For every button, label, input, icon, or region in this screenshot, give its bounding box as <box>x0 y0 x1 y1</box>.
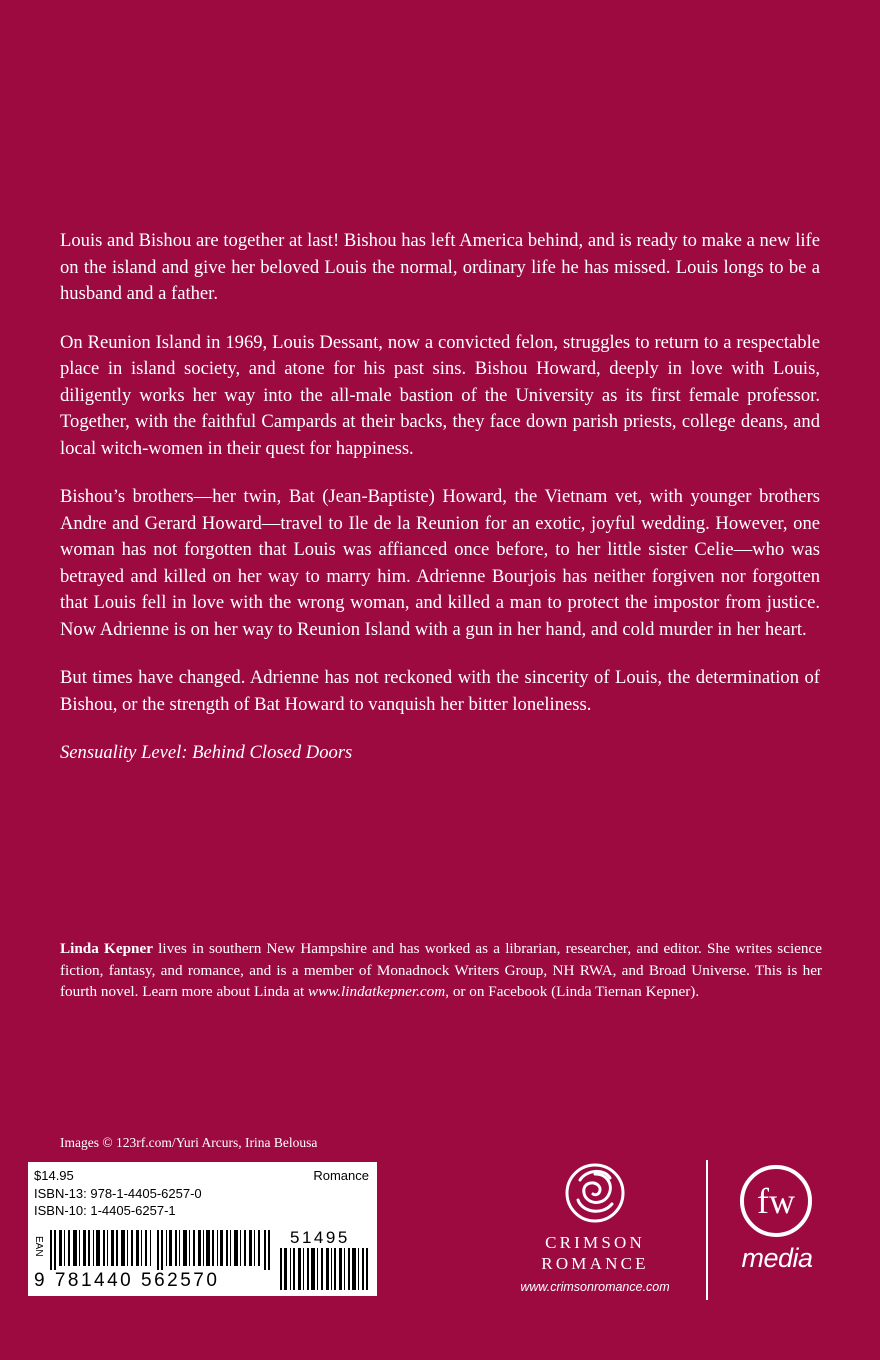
blurb-paragraph: Louis and Bishou are together at last! Bishou has left America behind, and is ready to make a new life on the island and give her beloved Louis the normal, ordinary life he has missed. Louis longs to be a husband and a father. <box>60 230 820 304</box>
fw-logo-icon <box>738 1163 814 1239</box>
blurb-paragraph: But times have changed. Adrienne has not reckoned with the sincerity of Louis, the determination of Bishou, or the strength of Bat Howard to vanquish her bitter loneliness. <box>60 667 820 715</box>
bio-text-end: , or on Facebook (Linda Tiernan Kepner). <box>445 983 700 1000</box>
fw-letters: fw <box>757 1181 795 1221</box>
author-bio <box>60 938 822 1003</box>
isbn10-label: ISBN-10: 1-4405-6257-1 <box>34 1203 176 1218</box>
image-credits: Images © 123rf.com/Yuri Arcurs, Irina Belousa <box>60 1135 318 1150</box>
price-barcode <box>280 1248 370 1290</box>
ean-label: EAN <box>33 1236 44 1257</box>
fw-media-label: media <box>741 1243 813 1273</box>
sensuality-level: Sensuality Level: Behind Closed Doors <box>60 742 353 763</box>
isbn13-label: ISBN-13: 978-1-4405-6257-0 <box>34 1186 202 1201</box>
author-name: Linda Kepner <box>60 940 153 957</box>
bio-text: lives in southern New Hampshire and has worked as a librarian, researcher, and editor. She writes science fiction, fantasy, and romance, and is a member of Monadnock Writers Group, NH RWA, and Broad Universe. This is her fourth novel. Learn more about Linda at <box>60 940 822 1000</box>
publisher-name-line1: CRIMSON <box>545 1233 645 1252</box>
rose-icon <box>560 1160 630 1230</box>
blurb-paragraph: On Reunion Island in 1969, Louis Dessant, now a convicted felon, struggles to return to a respectable place in island society, and atone for his past sins. Bishou Howard, deeply in love with Louis, diligently works her way into the all-male bastion of the University as its first female professor. Together, with the faithful Campards at their backs, they face down parish priests, college deans, and local witch-women in their quest for happiness. <box>60 331 820 459</box>
ean-barcode <box>50 1230 276 1270</box>
barcode-digits: 9 781440 562570 <box>34 1270 220 1291</box>
price-label: $14.95 <box>34 1168 74 1183</box>
price-code: 51495 <box>290 1228 350 1247</box>
blurb-paragraph: Bishou’s brothers—her twin, Bat (Jean-Baptiste) Howard, the Vietnam vet, with younger brothers Andre and Gerard Howard—travel to Ile de la Reunion for an exotic, joyful wedding. However, one woman has not forgotten that Louis was affianced once before, to her little sister Celie—who was betrayed and killed on her way to marry him. Adrienne Bourjois has neither forgiven nor forgotten that Louis fell in love with the wrong woman, and killed a man to protect the impostor from justice. Now Adrienne is on her way to Reunion Island with a gun in her hand, and cold murder in her heart. <box>60 486 820 640</box>
publisher-name <box>500 1232 690 1274</box>
book-blurb <box>60 228 820 789</box>
barcode-box <box>28 1162 377 1296</box>
publisher-url[interactable]: www.crimsonromance.com <box>520 1280 670 1294</box>
publisher-name-line2: ROMANCE <box>541 1254 649 1273</box>
author-website-link[interactable]: www.lindatkepner.com <box>307 983 446 1000</box>
logo-divider <box>706 1160 708 1300</box>
genre-label: Romance <box>313 1168 369 1183</box>
